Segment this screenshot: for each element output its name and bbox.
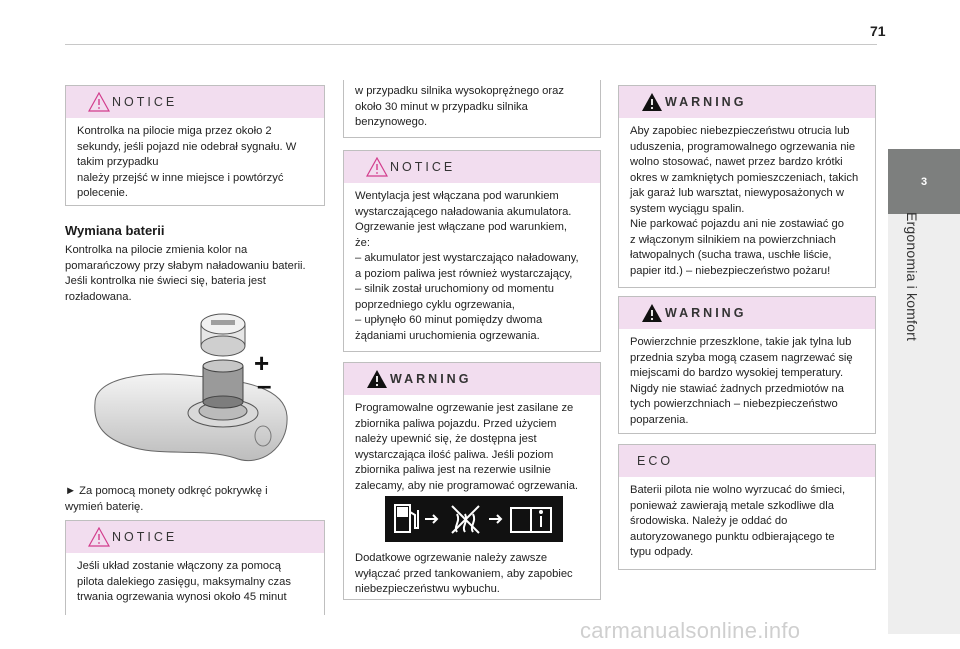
notice-title: NOTICE [390,160,456,174]
warning-header [619,297,875,329]
watermark: carmanualsonline.info [580,618,801,643]
notice-text: Kontrolka na pilocie miga przez około 2 sekundy, jeśli pojazd nie odebrał sygnału. W takim przypadku należy przejść w inne miejsce i powtórzyć polecenie. [77,125,297,199]
minus-sign: – [257,370,272,400]
warning-box-glass [618,296,876,434]
section-text: Kontrolka na pilocie zmienia kolor na pomarańczowy przy słabym naładowaniu baterii. Jeśli kontrolka nie świeci się, bateria jest rozładowana. [65,244,306,303]
refuel-warning-pictogram [385,496,563,542]
notice-box-heating-duration [65,520,325,615]
warning-box-poisoning [618,85,876,288]
warning-title: WARNING [390,372,472,386]
notice-header [344,151,600,183]
continued-text: w przypadku silnika wysokoprężnego oraz około 30 minut w przypadku silnika benzynowego. [355,85,564,128]
notice-title: NOTICE [112,530,178,544]
notice-text: Jeśli układ zostanie włączony za pomocą pilota dalekiego zasięgu, maksymalny czas trwania ogrzewania wynosi około 45 minut [77,560,291,603]
warning-text: Programowalne ogrzewanie jest zasilane ze zbiornika paliwa pojazdu. Przed użyciem należy upewnić się, że dostępna jest wystarczająca ilość paliwa. Jeśli poziom zbiornika paliwa jest na rezerwie usilnie zalecamy, aby nie programować ogrzewania. [355,402,579,492]
warning-triangle-icon [641,303,663,323]
notice-title: NOTICE [112,95,178,109]
page-number: 71 [870,23,886,39]
warning-header [619,86,875,118]
notice-triangle-icon [88,92,110,112]
notice-box-ventilation [343,150,601,352]
notice-header [66,86,324,118]
chapter-title: Ergonomia i komfort [904,212,920,342]
chapter-number: 3 [920,176,928,188]
eco-header [619,445,875,477]
warning-title: WARNING [665,306,747,320]
top-rule [65,44,877,45]
notice-triangle-icon [366,157,388,177]
warning-text: Aby zapobiec niebezpieczeństwu otrucia lub uduszenia, programowalnego ogrzewania nie wolno stosować, nawet przez bardzo krótki okres w zamkniętych pomieszczeniach, takich jak garaż lub warsztat, niewyposażonych w system wyciągu spalin. Nie parkować pojazdu ani nie zostawiać go z włączonym silnikiem na powierzchniach łatwopalnych (sucha trawa, uschłe liście, papier itd.) – niebezpieczeństwo pożaru! [630,125,859,277]
warning-triangle-icon [641,92,663,112]
warning-triangle-icon [366,369,388,389]
warning-header [344,363,600,395]
warning-box-fuel [343,362,601,600]
step-text: ► Za pomocą monety odkręć pokrywkę i wymień baterię. [65,485,268,513]
warning-title: WARNING [665,95,747,109]
plus-sign: + [254,348,270,378]
warning-text-2: Dodatkowe ogrzewanie należy zawsze wyłączać przed tankowaniem, aby zapobiec niebezpieczeństwu wybuchu. [355,552,573,595]
warning-text: Powierzchnie przeszklone, takie jak tylna lub przednia szyba mogą czasem nagrzewać się miejscami do bardzo wysokiej temperatury. Nigdy nie stawiać żadnych przedmiotów na tych powierzchniach – niebezpieczeństwo poparzenia. [630,336,853,426]
notice-box-remote-signal [65,85,325,206]
notice-text: Wentylacja jest włączana pod warunkiem wystarczającego naładowania akumulatora. Ogrzewanie jest włączane pod warunkiem, że: – akumulator jest wystarczająco naładowany, a poziom paliwa jest również wystarczający, – silnik został uruchomiony od momentu poprzedniego cyklu ogrzewania, – upłynęło 60 minut pomiędzy dwoma żądaniami uruchomienia ogrzewania. [355,190,579,342]
eco-box [618,444,876,570]
eco-text: Baterii pilota nie wolno wyrzucać do śmieci, ponieważ zawierają metale szkodliwe dla środowiska. Należy je oddać do autoryzowanego punktu odbierającego te typu odpady. [630,484,846,558]
section-heading: Wymiana baterii [65,223,165,238]
eco-title: ECO [637,454,674,468]
notice-triangle-icon [88,527,110,547]
notice-header [66,521,324,553]
notice-box-continued [343,80,601,138]
